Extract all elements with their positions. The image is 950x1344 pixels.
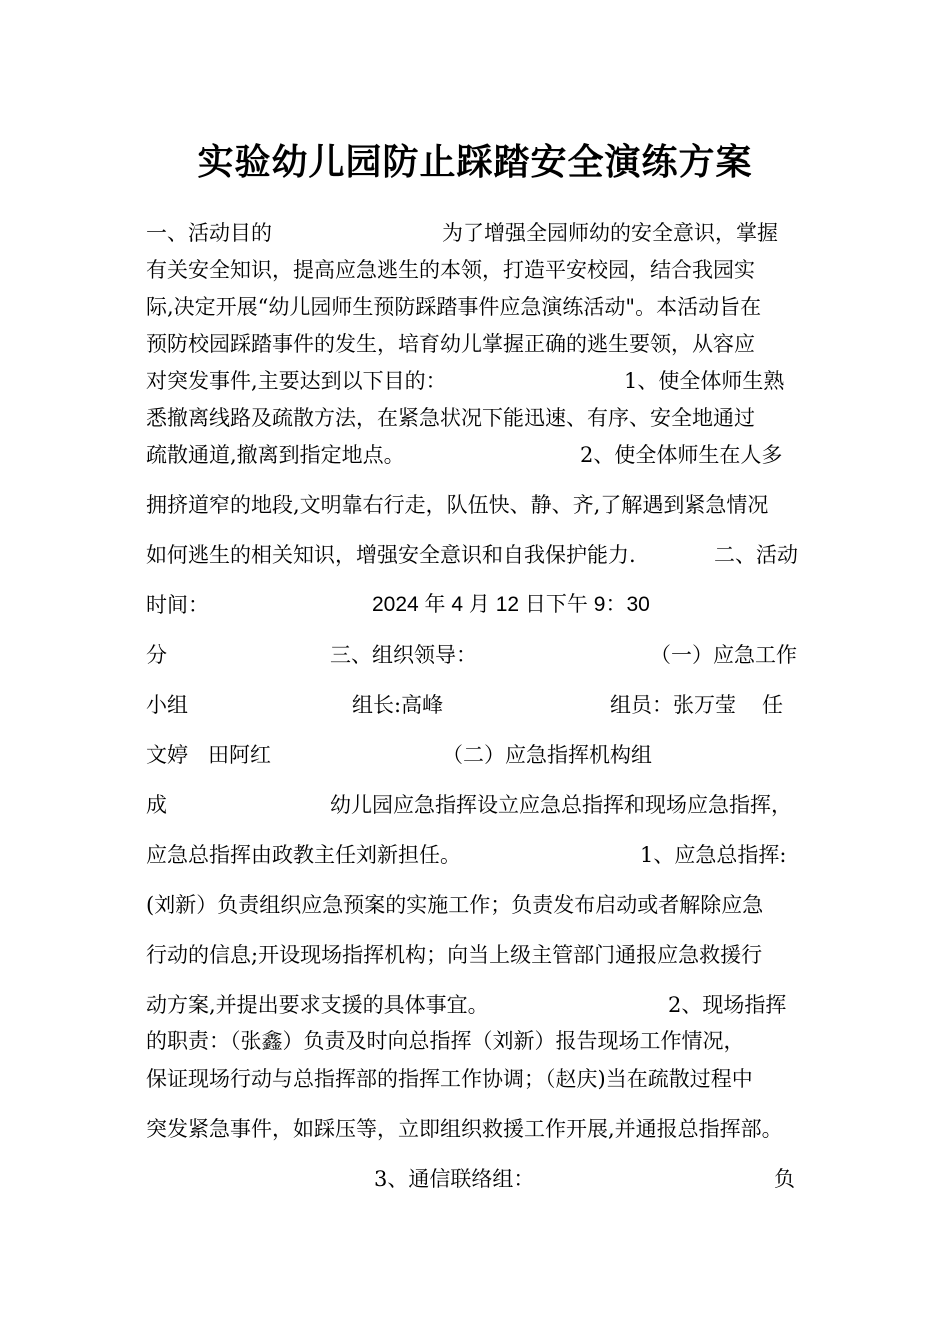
body-line [146,364,816,398]
body-line [146,838,816,872]
text-segment: 1、应急总指挥: [640,843,787,867]
text-segment: 三、组织领导： [330,643,477,667]
body-line [146,888,816,922]
body-line [146,1062,816,1096]
text-segment: 有关安全知识，提高应急逃生的本领，打造平安校园，结合我园实 [146,258,755,282]
body-line [146,788,816,822]
text-segment: 对突发事件,主要达到以下目的： [146,369,447,393]
text-segment: 组员：张万莹 [610,693,736,717]
body-line [146,588,816,622]
text-segment: 任 [762,693,783,717]
body-line [146,327,816,361]
document-title: 实验幼儿园防止踩踏安全演练方案 [197,141,753,183]
text-segment: 负 [774,1167,795,1191]
text-segment: 2、使全体师生在人多 [580,443,783,467]
text-segment: 2、现场指挥 [668,993,787,1017]
body-line [146,253,816,287]
text-segment: 保证现场行动与总指挥部的指挥工作协调；（赵庆)当在疏散过程中 [146,1067,753,1091]
text-segment: 田阿红 [208,743,271,767]
text-segment: 幼儿园应急指挥设立应急总指挥和现场应急指挥， [330,793,792,817]
body-line [146,738,816,772]
text-segment: 突发紧急事件，如踩压等，立即组织救援工作开展,并通报总指挥部。 [146,1117,783,1141]
text-segment: 拥挤道窄的地段,文明靠右行走，队伍快、静、齐,了解遇到紧急情况 [146,493,769,517]
body-line [146,290,816,324]
body-line [146,488,816,522]
text-segment: 1、使全体师生熟 [624,369,785,393]
body-line [146,1112,816,1146]
text-segment: 组长:高峰 [352,693,444,717]
text-segment: (刘新）负责组织应急预案的实施工作；负责发布启动或者解除应急 [146,893,764,917]
body-line [146,216,816,250]
body-line [146,1162,816,1196]
text-segment: 小组 [146,693,188,717]
body-line [146,438,816,472]
text-segment: 际,决定开展“幼儿园师生预防踩踏事件应急演练活动"。本活动旨在 [146,295,762,319]
text-segment: 悉撤离线路及疏散方法，在紧急状况下能迅速、有序、安全地通过 [146,406,755,430]
text-segment: 应急总指挥由政教主任刘新担任。 [146,843,461,867]
text-segment: 一、活动目的 [146,221,272,245]
body-line [146,1024,816,1058]
text-segment: 文婷 [146,743,188,767]
body-line [146,688,816,722]
text-segment: 二、活动 [714,543,798,567]
text-segment: 的职责：（张鑫）负责及时向总指挥（刘新）报告现场工作情况， [146,1029,745,1053]
text-segment: 3、通信联络组： [374,1167,535,1191]
body-line [146,988,816,1022]
text-segment: 成 [146,793,167,817]
text-segment: 2024 年 4 月 12 日下午 9：30 [372,593,650,616]
body-line [146,938,816,972]
text-segment: 时间： [146,593,209,617]
text-segment: （一）应急工作 [650,643,797,667]
body-line [146,638,816,672]
text-segment: 分 [146,643,167,667]
body-line [146,538,816,572]
body-line [146,401,816,435]
text-segment: 如何逃生的相关知识，增强安全意识和自我保护能力. [146,543,636,567]
text-segment: （二）应急指挥机构组 [442,743,652,767]
text-segment: 预防校园踩踏事件的发生，培育幼儿掌握正确的逃生要领，从容应 [146,332,755,356]
text-segment: 为了增强全园师幼的安全意识，掌握 [442,221,778,245]
text-segment: 行动的信息;开设现场指挥机构；向当上级主管部门通报应急救援行 [146,943,763,967]
text-segment: 疏散通道,撤离到指定地点。 [146,443,405,467]
text-segment: 动方案,并提出要求支援的具体事宜。 [146,993,489,1017]
